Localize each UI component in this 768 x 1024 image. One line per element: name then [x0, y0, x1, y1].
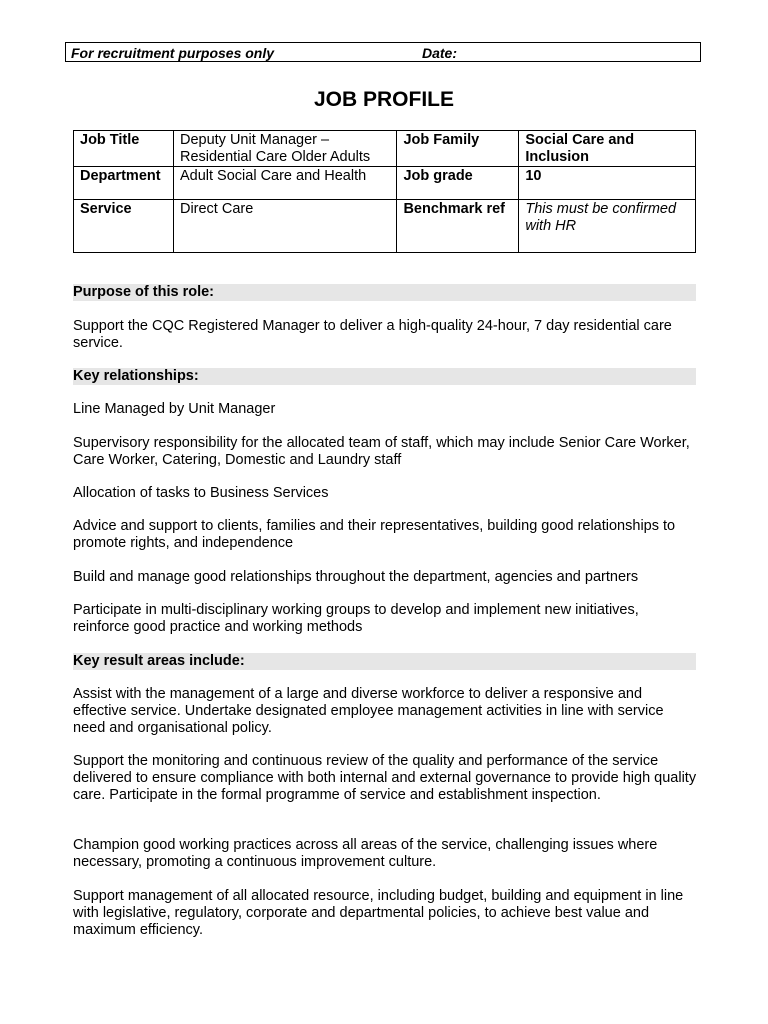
service-label: Service	[74, 200, 174, 253]
job-title-value: Deputy Unit Manager – Residential Care Older Adults	[173, 131, 396, 167]
recruitment-header-box	[65, 42, 701, 62]
department-label: Department	[74, 167, 174, 200]
department-value: Adult Social Care and Health	[173, 167, 396, 200]
recruitment-notice: For recruitment purposes only	[71, 45, 275, 61]
relationship-item: Line Managed by Unit Manager	[73, 401, 276, 417]
relationship-item: Advice and support to clients, families and their representatives, building good relationships to promote rights, and independence	[73, 518, 676, 551]
job-family-value: Social Care and Inclusion	[519, 131, 696, 167]
relationships-heading: Key relationships:	[73, 368, 696, 385]
table-row	[74, 200, 696, 253]
service-value: Direct Care	[173, 200, 396, 253]
purpose-heading: Purpose of this role:	[73, 284, 696, 301]
result-item: Assist with the management of a large and diverse workforce to deliver a responsive and effective service. Undertake designated employee management activities in line with service need and organisational policy.	[73, 686, 664, 736]
relationship-item: Participate in multi-disciplinary working groups to develop and implement new initiatives, reinforce good practice and working methods	[73, 602, 639, 635]
result-item: Champion good working practices across all areas of the service, challenging issues where necessary, promoting a continuous improvement culture.	[73, 837, 658, 870]
benchmark-value: This must be confirmed with HR	[519, 200, 696, 253]
job-grade-value: 10	[519, 167, 696, 200]
result-item: Support management of all allocated resource, including budget, building and equipment in line with legislative, regulatory, corporate and departmental policies, to achieve best value and maximum efficiency.	[73, 888, 684, 938]
result-item: Support the monitoring and continuous review of the quality and performance of the service delivered to ensure compliance with both internal and external governance to provide high quality care. Participate in the formal programme of service and establishment inspection.	[73, 753, 697, 803]
job-info-table	[73, 130, 696, 253]
job-family-label: Job Family	[397, 131, 519, 167]
date-label: Date:	[422, 45, 458, 61]
purpose-paragraph: Support the CQC Registered Manager to deliver a high-quality 24-hour, 7 day residential care service.	[73, 318, 672, 351]
relationship-item: Build and manage good relationships throughout the department, agencies and partners	[73, 569, 639, 585]
page-title: JOB PROFILE	[313, 88, 455, 111]
job-grade-label: Job grade	[397, 167, 519, 200]
job-title-label: Job Title	[74, 131, 174, 167]
results-heading: Key result areas include:	[73, 653, 696, 670]
benchmark-label: Benchmark ref	[397, 200, 519, 253]
relationship-item: Allocation of tasks to Business Services	[73, 485, 329, 501]
relationship-item: Supervisory responsibility for the allocated team of staff, which may include Senior Care Worker, Care Worker, Catering, Domestic and Laundry staff	[73, 435, 690, 468]
table-row	[74, 167, 696, 200]
table-row	[74, 131, 696, 167]
